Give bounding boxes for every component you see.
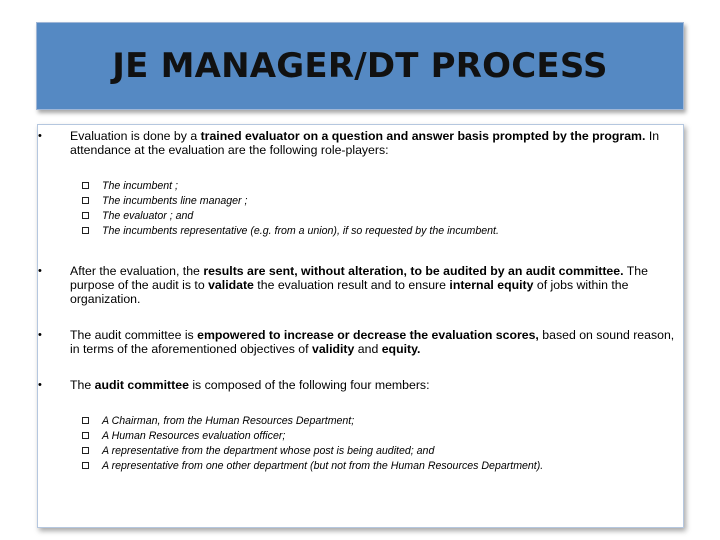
bullet-evaluation bbox=[38, 129, 676, 157]
title-bar bbox=[36, 22, 684, 110]
checkbox-bullet-icon bbox=[82, 447, 89, 454]
bullet-dot: • bbox=[38, 379, 42, 391]
role-players-list bbox=[82, 179, 642, 239]
content-box bbox=[37, 124, 684, 528]
checkbox-bullet-icon bbox=[82, 227, 89, 234]
checkbox-bullet-icon bbox=[82, 462, 89, 469]
list-item: A Chairman, from the Human Resources Department; bbox=[82, 414, 642, 429]
bullet-committee-powers bbox=[38, 328, 676, 356]
list-item: The incumbents representative (e.g. from a union), if so requested by the incumbent. bbox=[82, 224, 642, 239]
bullet-dot: • bbox=[38, 265, 42, 277]
bullet-text: After the evaluation, the results are sent, without alteration, to be audited by an audit committee. The purpose of the audit is to validate the evaluation result and to ensure internal equity of jobs within the organization. bbox=[70, 264, 648, 306]
bullet-dot: • bbox=[38, 329, 42, 341]
checkbox-bullet-icon bbox=[82, 212, 89, 219]
checkbox-bullet-icon bbox=[82, 432, 89, 439]
checkbox-bullet-icon bbox=[82, 197, 89, 204]
checkbox-bullet-icon bbox=[82, 417, 89, 424]
list-item: The incumbents line manager ; bbox=[82, 194, 642, 209]
bullet-text: The audit committee is composed of the following four members: bbox=[70, 378, 430, 392]
list-item: A representative from one other department (but not from the Human Resources Department). bbox=[82, 459, 642, 474]
bullet-committee-members bbox=[38, 378, 676, 392]
checkbox-bullet-icon bbox=[82, 182, 89, 189]
list-item: The evaluator ; and bbox=[82, 209, 642, 224]
bullet-text: The audit committee is empowered to increase or decrease the evaluation scores, based on sound reason, in terms of the aforementioned objectives of validity and equity. bbox=[70, 328, 675, 356]
list-item: A representative from the department whose post is being audited; and bbox=[82, 444, 642, 459]
committee-members-list bbox=[82, 414, 642, 474]
bullet-text: Evaluation is done by a trained evaluator on a question and answer basis prompted by the program. In attendance at the evaluation are the following role-players: bbox=[70, 129, 660, 157]
page-title: JE MANAGER/DT PROCESS bbox=[112, 46, 608, 86]
bullet-dot: • bbox=[38, 130, 42, 142]
list-item: The incumbent ; bbox=[82, 179, 642, 194]
bullet-audit bbox=[38, 264, 676, 306]
list-item: A Human Resources evaluation officer; bbox=[82, 429, 642, 444]
